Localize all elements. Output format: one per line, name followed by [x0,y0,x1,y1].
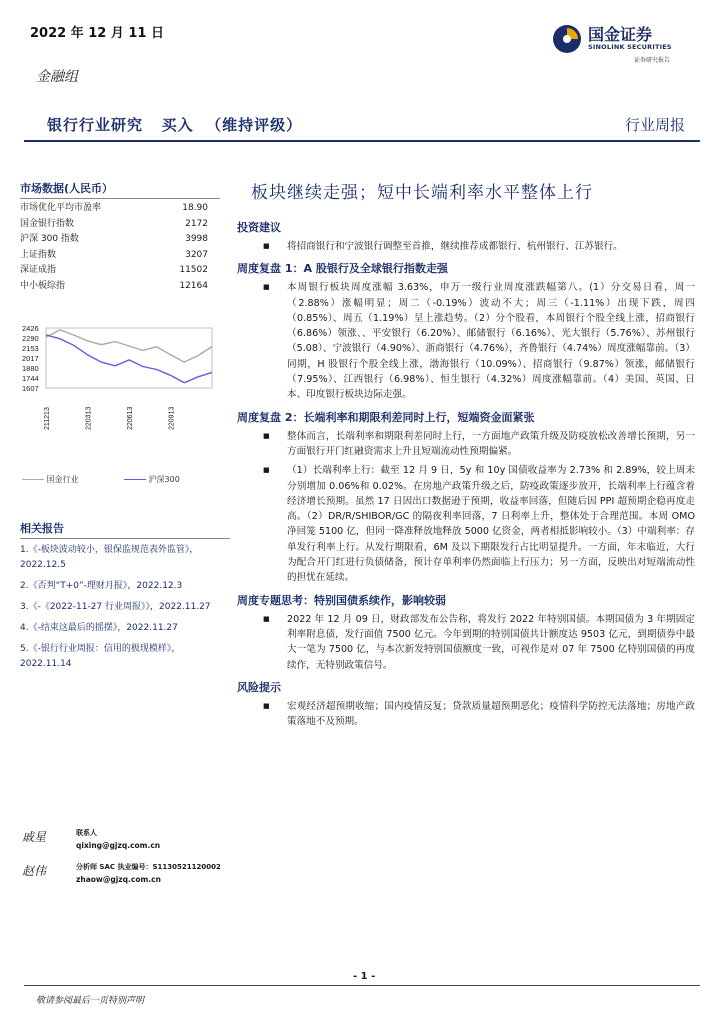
x-tick-label: 220313 [85,406,93,430]
section-heading: 周度专题思考：特别国债系续作，影响较弱 [237,593,446,607]
market-data-label: 市场优化平均市盈率 [20,203,102,213]
brand-logo [552,22,702,67]
industry-rating: 银行行业研究 买入 （维持评级） [47,116,303,134]
section-heading: 周度复盘 1：A 股银行及全球银行指数走强 [237,262,448,276]
research-group: 金融组 [36,69,78,85]
index-chart [20,322,220,492]
market-data-value: 3207 [185,249,208,260]
market-data-value: 3998 [185,234,208,245]
section-bullet: ■ （1）长端利率上行：截至 12 月 9 日，5y 和 10y 国债收益率为 2.73% 和 2.89%，较上周末分别增加 0.06%和 0.02%。在房地产政策升级之后，防疫政策逐步放开，长端利率上行蕴含着经济增长预期。虽然 17 日因出口数据逊于预期，收益率回落，但随后因 PPI 超预期企稳再度走高。（2）DR/R/SHIBOR/GC 的隔夜利率回落，7 日利率上升，整体处于合理范围。本周 OMO 净回笼 5100 亿，但同一降准释放地释放 5000 亿资金，两者相抵影响较小。（3）中端利率：存单发行利率上行。从发行期限看，6M 及以下期限发行占比明显提升。一方面，年末临近，大行为配合开门红进行负债储备，预计存单利率仍然面临上行压力；另一方面，反映出对短端流动性的担忧在延续。 [235,463,695,585]
related-reports-list [20,543,230,672]
analyst-role: 联系人 [76,829,97,837]
market-data-row [20,232,220,248]
x-tick-label: 220613 [127,406,134,430]
legend-label: 国金行业 [46,475,79,484]
market-data-label: 国金银行指数 [20,218,75,229]
market-data-value: 2172 [185,218,208,229]
analyst-email[interactable]: zhaow@gjzq.com.cn [76,875,161,884]
market-data-label: 沪深 300 指数 [20,234,79,245]
report-title: 板块继续走强；短中长端利率水平整体上行 [251,183,593,203]
brand-name-en: SINOLINK SECURITIES [588,43,672,51]
market-data-list [20,201,220,295]
section-bullet: ■ 整体而言，长端利率和期限利差同时上行，一方面地产政策升级及防疫放松改善增长预期，另一方面银行开门红融资需求上升且短端流动性预期偏紧。 [235,429,695,460]
legend-line-grey-icon [22,479,44,480]
market-data-label: 深证成指 [20,265,57,276]
market-data-label: 中小板综指 [20,280,66,291]
market-data-row [20,248,220,264]
related-report-link[interactable]: 2.《否判“T+0”-理财月报》，2022.12.3 [20,581,183,591]
section-heading: 周度复盘 2：长端利率和期限利差同时上行，短端资金面紧张 [237,410,535,424]
market-data-row [20,217,220,233]
y-tick-label: 2017 [22,353,39,363]
analyst-name: 赵伟 [22,864,47,878]
series-line-2 [46,335,212,383]
related-report-link[interactable]: 4.《-结束这最后的摇摆》，2022.11.27 [20,623,178,633]
header-divider [24,140,700,142]
section-heading: 投资建议 [237,221,281,234]
main-content [235,178,695,733]
page-number: - 1 - [353,971,376,982]
y-tick-label: 2153 [22,344,39,353]
market-data-value: 11502 [179,265,208,276]
market-data-row [20,263,220,279]
section-bullet: ■ 将招商银行和宁波银行调整至首推，继续推荐成都银行、杭州银行、江苏银行。 [235,239,695,254]
market-data-row [20,201,220,217]
y-tick-label: 1880 [22,364,39,373]
section-bullet: ■ 2022 年 12 月 09 日，财政部发布公告称，将发行 2022 年特别国债。本期国债为 3 年期固定利率附息债，发行面值 7500 亿元。今年到期的特别国债共计额度达 9503 亿元，到期债券中最大一笔为 7500 亿，与本次新发特别国债额度一致，可视作是对 07 年 7500 亿特别国债的再度续作，无特别政策信号。 [235,612,695,673]
market-data-label: 上证指数 [20,249,57,260]
analyst-role: 分析师 SAC 执业编号：S1130521120002 [76,863,221,871]
section-heading: 风险提示 [237,680,281,694]
section-bullet: ■ 宏观经济超预期收缩；国内疫情反复；贷款质量超预期恶化；疫情科学防控无法落地；房地产政策落地不及预期。 [235,699,695,730]
brand-tagline: 证券研究报告 [634,57,671,64]
section-bullet: ■ 本周银行板块周度涨幅 3.63%，申万一级行业周度涨跌幅第八。(1）分交易日看，周一（2.88%）涨幅明显；周二（-0.19%）波动不大；周三（-1.11%）出现下跌，周四（0.85%）、周五（1.19%）呈上涨趋势。（2）分个股看，本周银行个股全线上涨，招商银行（6.86%）领涨、、平安银行（6.20%）、邮储银行（6.16%）、光大银行（5.76%）、苏州银行（5.08）、宁波银行（4.90%）、浙商银行（4.76%），齐鲁银行（4.74%）周度涨幅靠前。（3）同期，H 股银行个股全线上涨，渤海银行（10.09%）、招商银行（9.87%）领涨，邮储银行（7.95%）、江西银行（6.98%）、恒生银行（4.32%）周度涨幅靠前。（4）美国、英国、日本、印度银行板块边际走强。 [235,280,695,402]
disclaimer-note: 敬请参阅最后一页特别声明 [36,996,145,1006]
legend-item-series2 [124,474,180,485]
index-chart-svg [20,322,220,472]
y-tick-label: 1607 [22,384,39,393]
related-report-link[interactable]: 5.《-银行行业周报：信用的极现模样》，2022.11.14 [20,644,181,669]
market-data-panel [20,180,220,295]
market-data-value: 12164 [179,280,208,291]
market-data-title: 市场数据(人民币） [20,180,220,199]
legend-label: 沪深300 [148,475,180,484]
x-tick-label: 220913 [168,406,176,430]
chart-plot-area [46,328,212,388]
market-data-row [20,279,220,295]
brand-name: 国金证券 [588,25,653,44]
y-tick-label: 1744 [22,373,39,383]
market-data-value: 18.90 [182,203,208,213]
report-sections [235,219,695,729]
legend-item-series1 [22,474,79,485]
legend-line-blue-icon [124,479,146,480]
y-tick-label: 2290 [22,333,39,343]
y-tick-label: 2426 [22,324,39,333]
related-reports-title: 相关报告 [20,520,230,539]
series-line-1 [46,330,212,362]
footer-divider [24,985,700,986]
analyst-name: 戚星 [22,830,47,844]
related-reports [20,520,230,678]
report-date: 2022 年 12 月 11 日 [30,26,164,41]
x-tick-label: 211213 [44,407,51,430]
sinolink-logo-icon [552,24,582,54]
report-type: 行业周报 [624,116,685,134]
header-banner [24,110,700,140]
related-report-link[interactable]: 3.《-《2022-11-27 行业周报》》，2022.11.27 [20,602,211,612]
related-report-link[interactable]: 1.《-板块波动较小，银保监规范表外监管》，2022.12.5 [20,545,199,570]
analyst-email[interactable]: qixing@gjzq.com.cn [76,841,161,850]
